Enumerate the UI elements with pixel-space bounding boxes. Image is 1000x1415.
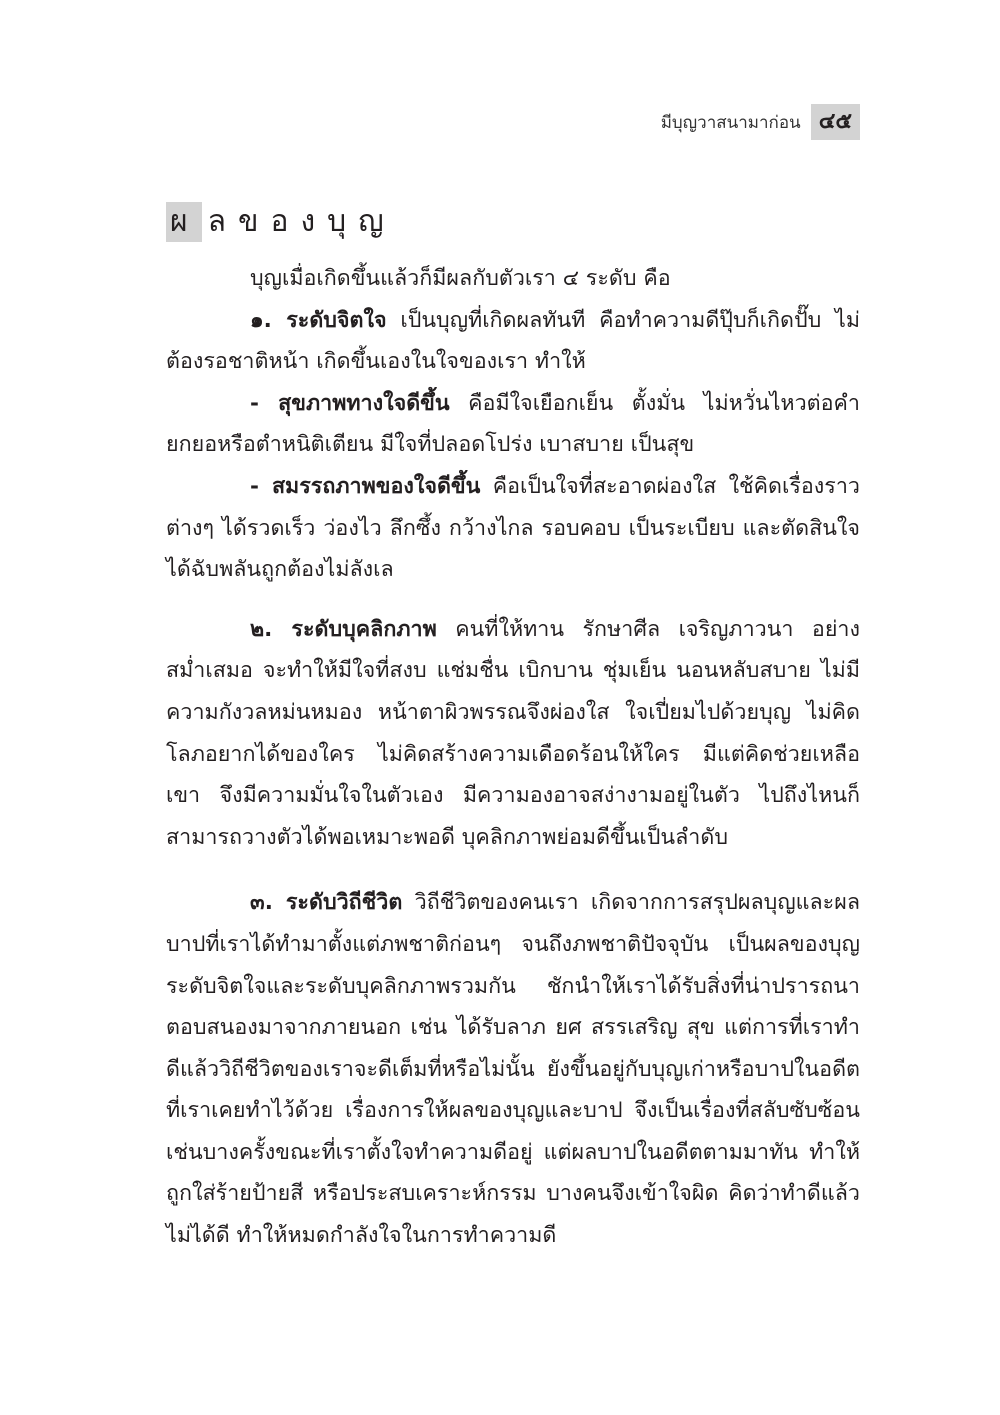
level1-lead: ๑. ระดับจิตใจ — [250, 307, 387, 333]
level3-lead: ๓. ระดับวิถีชีวิต — [250, 890, 403, 916]
level1-text: เป็นบุญที่เกิดผลทันที คือทำความดีปุ๊บก็เกิดปั๊บ ไม่ต้องรอชาติหน้า เกิดขึ้นเองในใจของเรา ทำให้ — [166, 307, 860, 375]
level1-paragraph — [166, 300, 860, 383]
heading-initial: ผ — [166, 202, 202, 242]
section-heading — [166, 202, 396, 242]
bullet2-lead: - สมรรถภาพของใจดีขึ้น — [250, 473, 481, 499]
page-number: ๔๕ — [811, 104, 860, 140]
intro-paragraph: บุญเมื่อเกิดขึ้นแล้วก็มีผลกับตัวเรา ๔ ระดับ คือ — [250, 266, 671, 291]
body-text — [166, 258, 860, 1257]
heading-text: ลของบุญ — [207, 204, 396, 239]
bullet2-text: คือเป็นใจที่สะอาดผ่องใส ใช้คิดเรื่องราวต่างๆ ได้รวดเร็ว ว่องไว ลึกซึ้ง กว้างไกล รอบคอบ เป็นระเบียบ และตัดสินใจได้ฉับพลันถูกต้องไม่ลังเล — [166, 473, 860, 583]
level3-paragraph — [166, 882, 860, 1256]
level3-text: วิถีชีวิตของคนเรา เกิดจากการสรุปผลบุญและผลบาปที่เราได้ทำมาตั้งแต่ภพชาติก่อนๆ จนถึงภพชาติปัจจุบัน เป็นผลของบุญระดับจิตใจและระดับบุคลิกภาพรวมกัน ชักนำให้เราได้รับสิ่งที่น่าปรารถนาตอบสนองมาจากภายนอก เช่น ได้รับลาภ ยศ สรรเสริญ สุข แต่การที่เราทำดีแล้ววิถีชีวิตของเราจะดีเต็มที่หรือไม่นั้น ยังขึ้นอยู่กับบุญเก่าหรือบาปในอดีตที่เราเคยทำไว้ด้วย เรื่องการให้ผลของบุญและบาป จึงเป็นเรื่องที่สลับซับซ้อนเช่นบางครั้งขณะที่เราตั้งใจทำความดีอยู่ แต่ผลบาปในอดีตตามมาทัน ทำให้ถูกใส่ร้ายป้ายสี หรือประสบเคราะห์กรรม บางคนจึงเข้าใจผิด คิดว่าทำดีแล้วไม่ได้ดี ทำให้หมดกำลังใจในการทำความดี — [166, 890, 860, 1249]
running-header — [661, 104, 860, 140]
level2-lead: ๒. ระดับบุคลิกภาพ — [250, 616, 437, 642]
level2-text: คนที่ให้ทาน รักษาศีล เจริญภาวนา อย่างสม่ำเสมอ จะทำให้มีใจที่สงบ แช่มชื่น เบิกบาน ชุ่มเย็น นอนหลับสบาย ไม่มีความกังวลหม่นหมอง หน้าตาผิวพรรณจึงผ่องใส ใจเปี่ยมไปด้วยบุญ ไม่คิดโลภอยากได้ของใคร ไม่คิดสร้างความเดือดร้อนให้ใคร มีแต่คิดช่วยเหลือเขา จึงมีความมั่นใจในตัวเอง มีความองอาจสง่างามอยู่ในตัว ไปถึงไหนก็สามารถวางตัวได้พอเหมาะพอดี บุคลิกภาพย่อมดีขึ้นเป็นลำดับ — [166, 616, 860, 850]
bullet1-text: คือมีใจเยือกเย็น ตั้งมั่น ไม่หวั่นไหวต่อคำยกยอหรือตำหนิติเตียน มีใจที่ปลอดโปร่ง เบาสบาย เป็นสุข — [166, 390, 861, 458]
running-title: มีบุญวาสนามาก่อน — [660, 112, 801, 133]
bullet1-paragraph — [166, 383, 860, 466]
bullet1-lead: - สุขภาพทางใจดีขึ้น — [250, 390, 450, 416]
bullet2-paragraph — [166, 466, 860, 591]
level2-paragraph — [166, 609, 860, 859]
